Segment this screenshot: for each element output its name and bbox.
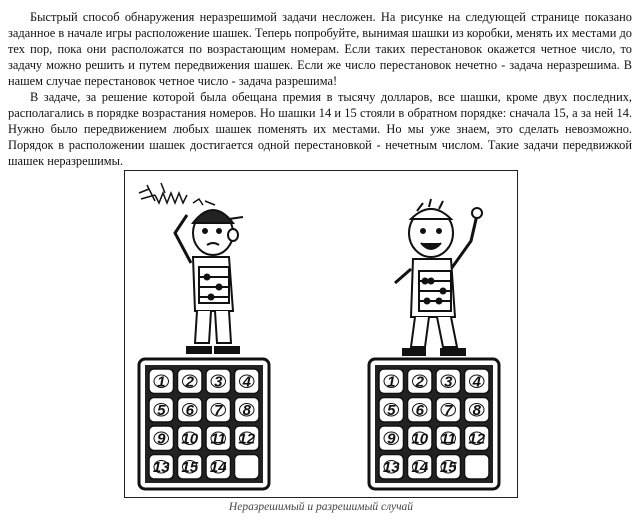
confusion-scribble <box>139 183 215 205</box>
right-board-tile-number: 11 <box>440 430 457 448</box>
paragraph-1: Быстрый способ обнаружения неразрешимой задачи несложен. На рисунке на следующей странице показано заданное в начале игры расположение шашек. Теперь попробуйте, вынимая шашки из коробки, менять их местами до тех пор, пока они расположатся по возрастающим номерам. Если таких перестановок окажется четное число, то задачу можно решить и путем передвижения шашек. Если же число перестановок нечетно - задача неразрешима. В нашем случае перестановок четное число - задача разрешима! <box>8 10 632 88</box>
left-board-tile-number: 3 <box>214 373 223 391</box>
left-board-tile-number: 13 <box>152 458 170 476</box>
right-board-tile-number: 10 <box>411 430 429 448</box>
right-board-tile-number: 3 <box>444 373 453 391</box>
confused-boy <box>175 210 243 353</box>
left-board-tile-number: 5 <box>157 401 166 419</box>
right-board-tile-number: 6 <box>415 401 424 419</box>
right-board-tile-number: 14 <box>411 458 429 476</box>
right-board-tile-number: 7 <box>444 401 453 419</box>
left-board-tile-number: 2 <box>185 373 194 391</box>
right-board-tile-number: 13 <box>382 458 400 476</box>
left-board-tile-number: 12 <box>238 430 256 448</box>
left-board-tile-number: 11 <box>210 430 227 448</box>
right-board-tile-number: 4 <box>472 373 481 391</box>
paragraph-2: В задаче, за решение которой была обещана премия в тысячу долларов, все шашки, кроме двух последних, располагались в порядке возрастания номеров. Но шашки 14 и 15 стояли в обратном порядке: сначала 15, а за ней 14. Нужно было передвижением любых шашек поменять их местами. Но мы уже знаем, это сделать невозможно. Порядок в расположении шашек достигается одной перестановкой - нечетным числом. Такие задачи передвижкой шашек неразрешимы. <box>8 90 632 168</box>
left-board-tile-number: 7 <box>214 401 223 419</box>
right-board-tile-number: 1 <box>387 373 396 391</box>
right-board-tile-number: 15 <box>439 458 457 476</box>
left-board-tile-number: 6 <box>185 401 194 419</box>
right-board-tile-number: 5 <box>387 401 396 419</box>
unsolvable-board <box>139 359 269 489</box>
figure-caption: Неразрешимый и разрешимый случай <box>228 501 414 513</box>
left-board-empty-slot <box>235 455 260 480</box>
left-board-tile-number: 15 <box>181 458 199 476</box>
left-board-tile-number: 4 <box>242 373 251 391</box>
right-board-empty-slot <box>465 455 490 480</box>
right-board-tile-number: 2 <box>415 373 424 391</box>
left-board-tile-number: 14 <box>209 458 227 476</box>
solvable-board <box>369 359 499 489</box>
left-board-tile-number: 10 <box>181 430 199 448</box>
illustration-svg <box>125 171 519 499</box>
right-board-tile-number: 8 <box>472 401 481 419</box>
left-board-tile-number: 8 <box>242 401 251 419</box>
right-board-tile-number: 12 <box>468 430 486 448</box>
right-board-tile-number: 9 <box>387 430 396 448</box>
left-board-tile-number: 1 <box>157 373 166 391</box>
left-board-tile-number: 9 <box>157 430 166 448</box>
puzzle-illustration <box>124 170 518 498</box>
happy-boy <box>395 199 482 355</box>
